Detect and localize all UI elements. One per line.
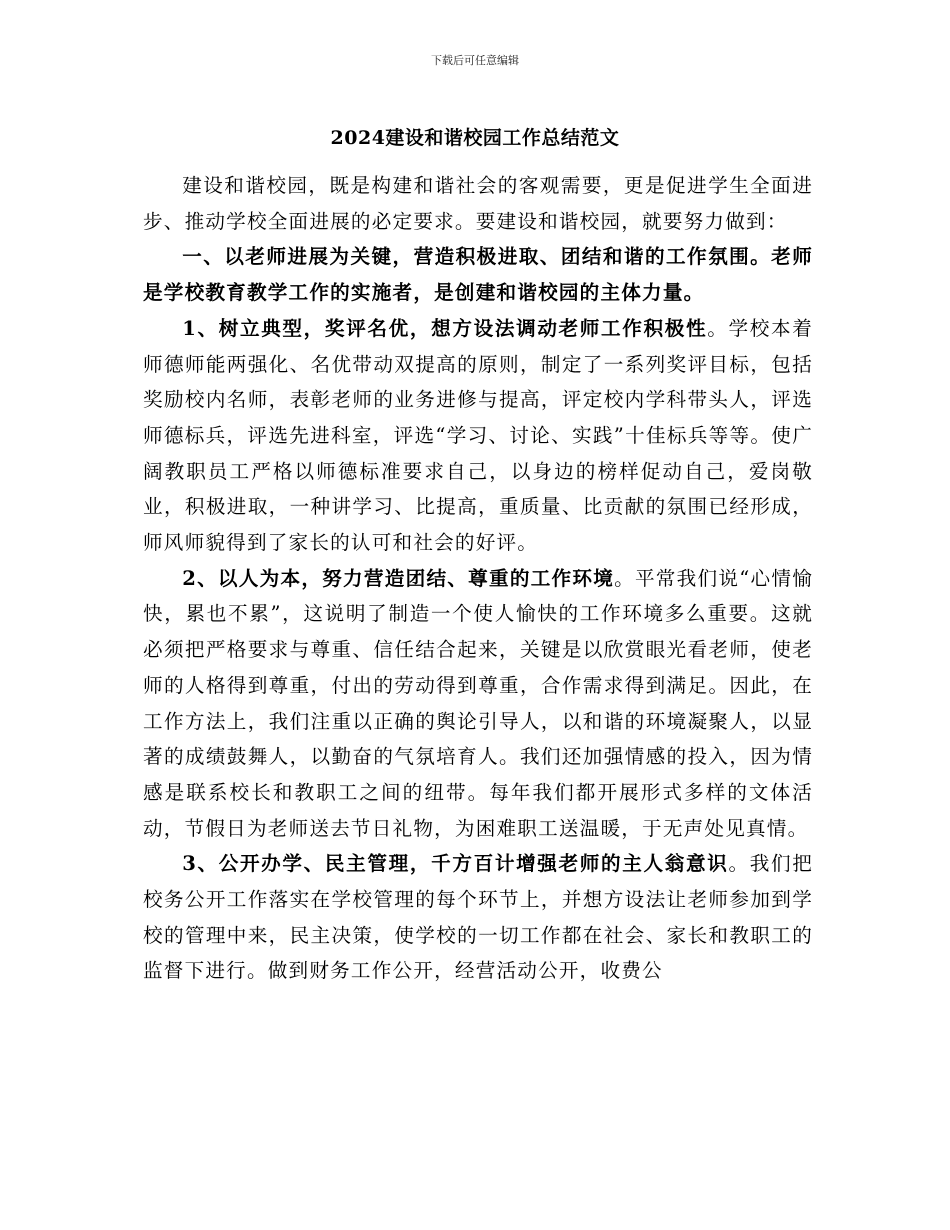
item-2-text: 。平常我们说“心情愉快，累也不累”，这说明了制造一个使人愉快的工作环境多么重要。这就必须把严格要求与尊重、信任结合起来，关键是以欣赏眼光看老师，使老师的人格得到尊重，付出的劳动得到尊重，合作需求得到满足。因此，在工作方法上，我们注重以正确的舆论引导人，以和谐的环境凝聚人，以显著的成绩鼓舞人，以勤奋的气氛培育人。我们还加强情感的投入，因为情感是联系校长和教职工之间的纽带。每年我们都开展形式多样的文体活动，节假日为老师送去节日礼物，为困难职工送温暖，于无声处见真情。 [143, 566, 813, 840]
item-3-text: 。我们把校务公开工作落实在学校管理的每个环节上，并想方设法让老师参加到学校的管理中来，民主决策，使学校的一切工作都在社会、家长和教职工的监督下进行。做到财务工作公开，经营活动公开，收费公 [143, 852, 813, 983]
item-3-lead: 3、公开办学、民主管理，千方百计增强老师的主人翁意识 [182, 852, 729, 876]
item-1-paragraph [143, 311, 813, 561]
section-1-heading: 一、以老师进展为关键，营造积极进取、团结和谐的工作氛围。老师是学校教育教学工作的实施者，是创建和谐校园的主体力量。 [143, 245, 813, 305]
intro-paragraph: 建设和谐校园，既是构建和谐社会的客观需要，更是促进学生全面进步、推动学校全面进展的必定要求。要建设和谐校园，就要努力做到： [143, 174, 813, 233]
header-note: 下载后可任意编辑 [431, 54, 519, 67]
page-title: 2024建设和谐校园工作总结范文 [330, 127, 620, 149]
item-1-lead: 1、树立典型，奖评名优，想方设法调动老师工作积极性 [182, 316, 708, 340]
item-1-text: 。学校本着师德师能两强化、名优带动双提高的原则，制定了一系列奖评目标，包括奖励校内名师，表彰老师的业务进修与提高，评定校内学科带头人，评选师德标兵，评选先进科室，评选“学习、讨论、实践”十佳标兵等等。使广阔教职员工严格以师德标准要求自己，以身边的榜样促动自己，爱岗敬业，积极进取，一种讲学习、比提高，重质量、比贡献的氛围已经形成，师风师貌得到了家长的认可和社会的好评。 [143, 316, 814, 555]
item-3-paragraph [143, 846, 813, 989]
document-body [143, 168, 813, 989]
item-2-lead: 2、以人为本，努力营造团结、尊重的工作环境 [182, 566, 615, 590]
item-2-paragraph [143, 561, 813, 847]
